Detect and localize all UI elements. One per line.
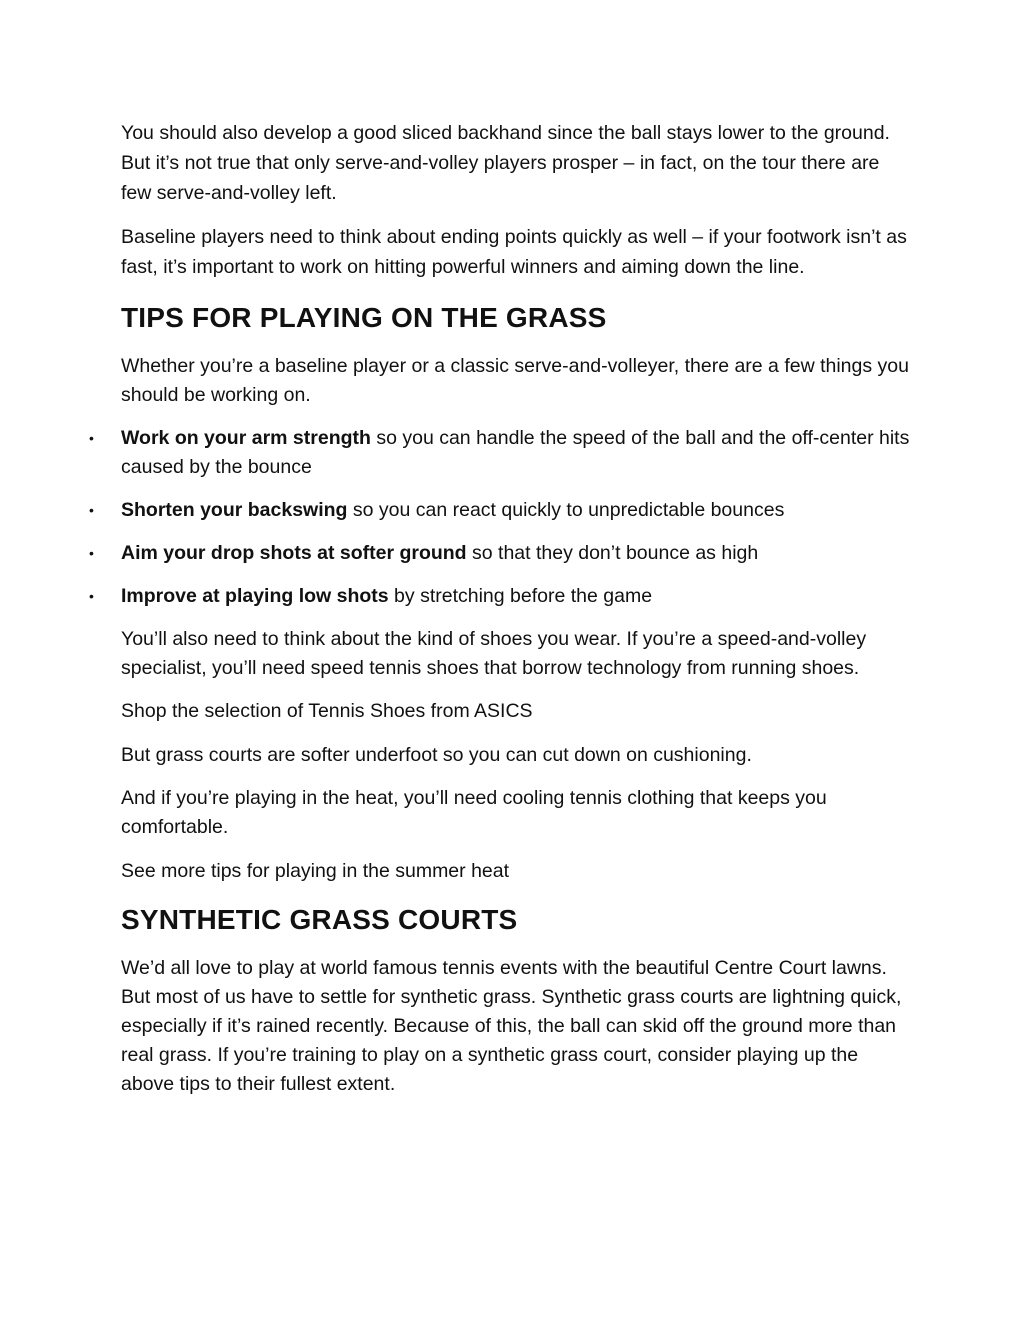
tip-item (89, 582, 911, 611)
document-page (89, 118, 911, 1099)
bullet-icon: • (89, 545, 94, 561)
softer-paragraph: But grass courts are softer underfoot so you can cut down on cushioning. (121, 744, 752, 766)
tips-lead-paragraph: Whether you’re a baseline player or a classic serve-and-volleyer, there are a few things you should be working on. (121, 355, 909, 406)
tip-text: so that they don’t bounce as high (466, 542, 759, 564)
tip-bold-text: Work on your arm strength (121, 427, 371, 449)
tip-text: by stretching before the game (388, 585, 653, 607)
tip-item (89, 539, 911, 568)
bullet-icon: • (89, 588, 94, 604)
tips-heading: TIPS FOR PLAYING ON THE GRASS (121, 302, 607, 333)
tip-bold-text: Shorten your backswing (121, 499, 348, 521)
tip-text: so you can handle the speed of the ball and the off-center hits caused by the bounce (121, 427, 910, 478)
tip-item (89, 496, 911, 525)
shoes-paragraph: You’ll also need to think about the kind of shoes you wear. If you’re a speed-and-volley specialist, you’ll need speed tennis shoes that borrow technology from running shoes. (121, 628, 867, 679)
intro-paragraph-2: Baseline players need to think about ending points quickly as well – if your footwork isn’t as fast, it’s important to work on hitting powerful winners and aiming down the line. (121, 226, 907, 278)
bullet-icon: • (89, 430, 94, 446)
synthetic-heading: SYNTHETIC GRASS COURTS (121, 904, 518, 935)
tips-list (89, 424, 911, 611)
tip-bold-text: Aim your drop shots at softer ground (121, 542, 467, 564)
intro-paragraph-1: You should also develop a good sliced backhand since the ball stays lower to the ground. But it’s not true that only serve-and-volley players prosper – in fact, on the tour there are few serve-and-volley left. (121, 122, 890, 204)
heat-paragraph: And if you’re playing in the heat, you’ll need cooling tennis clothing that keeps you comfortable. (121, 787, 827, 838)
tip-item (89, 424, 911, 482)
bullet-icon: • (89, 502, 94, 518)
more-tips-paragraph: See more tips for playing in the summer heat (121, 860, 510, 882)
shop-paragraph: Shop the selection of Tennis Shoes from ASICS (121, 700, 533, 722)
tip-text: so you can react quickly to unpredictable bounces (347, 499, 785, 521)
synthetic-paragraph: We’d all love to play at world famous tennis events with the beautiful Centre Court lawns. But most of us have to settle for synthetic grass. Synthetic grass courts are lightning quick, especially if it’s rained recently. Because of this, the ball can skid off the ground more than real grass. If you’re training to play on a synthetic grass court, consider playing up the above tips to their fullest extent. (121, 957, 902, 1095)
tip-bold-text: Improve at playing low shots (121, 585, 389, 607)
